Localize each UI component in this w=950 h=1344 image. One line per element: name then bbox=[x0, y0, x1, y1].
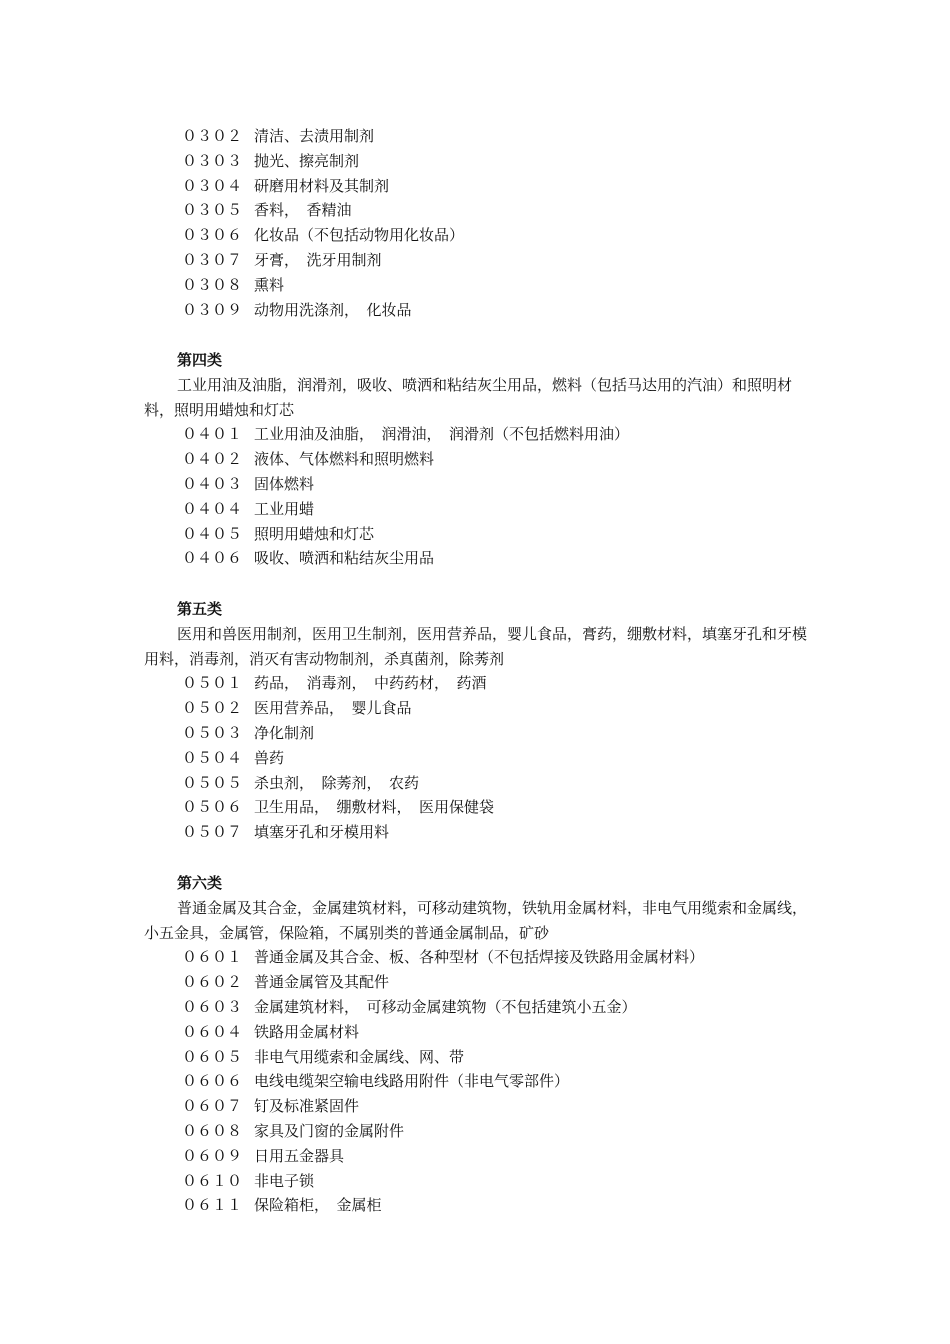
section-class-3-continued bbox=[0, 124, 950, 322]
list-item bbox=[0, 174, 950, 199]
item-code: ０３０８ bbox=[182, 275, 243, 294]
section-description: 工业用油及油脂，润滑剂，吸收、喷洒和粘结灰尘用品，燃料（包括马达用的汽油）和照明材料，照明用蜡烛和灯芯 bbox=[144, 375, 793, 419]
list-item bbox=[0, 696, 950, 721]
item-code: ０４０６ bbox=[182, 549, 243, 568]
item-code: ０６０４ bbox=[182, 1022, 243, 1041]
item-code: ０６０２ bbox=[182, 973, 243, 992]
list-item bbox=[0, 995, 950, 1020]
item-code: ０３０７ bbox=[182, 250, 243, 269]
section-heading: 第五类 bbox=[177, 600, 223, 618]
list-item bbox=[0, 820, 950, 845]
item-label: 液体、气体燃料和照明燃料 bbox=[254, 450, 435, 469]
list-item bbox=[0, 1169, 950, 1194]
list-item bbox=[0, 945, 950, 970]
item-code: ０５０３ bbox=[182, 723, 243, 742]
item-label: 工业用油及油脂， 润滑油， 润滑剂（不包括燃料用油） bbox=[254, 425, 630, 444]
item-label: 电线电缆架空输电线路用附件（非电气零部件） bbox=[254, 1072, 570, 1091]
list-item bbox=[0, 970, 950, 995]
item-code: ０６０１ bbox=[182, 948, 243, 967]
list-item bbox=[0, 522, 950, 547]
item-code: ０６０７ bbox=[182, 1097, 243, 1116]
list-item bbox=[0, 198, 950, 223]
list-item bbox=[0, 1020, 950, 1045]
list-item bbox=[0, 1193, 950, 1218]
item-label: 非电气用缆索和金属线、网、带 bbox=[254, 1047, 465, 1066]
section-heading: 第四类 bbox=[177, 351, 223, 369]
section-description: 医用和兽医用制剂，医用卫生制剂，医用营养品，婴儿食品，膏药，绷敷材料，填塞牙孔和牙模用料，消毒剂，消灭有害动物制剂，杀真菌剂，除莠剂 bbox=[144, 624, 808, 668]
list-item bbox=[0, 1094, 950, 1119]
item-label: 牙膏， 洗牙用制剂 bbox=[254, 250, 382, 269]
item-label: 卫生用品， 绷敷材料， 医用保健袋 bbox=[254, 798, 495, 817]
item-label: 香料， 香精油 bbox=[254, 201, 352, 220]
item-label: 医用营养品， 婴儿食品 bbox=[254, 699, 412, 718]
list-item bbox=[0, 546, 950, 571]
item-label: 填塞牙孔和牙模用料 bbox=[254, 823, 390, 842]
item-code: ０６０６ bbox=[182, 1072, 243, 1091]
item-label: 兽药 bbox=[254, 748, 285, 767]
list-item bbox=[0, 273, 950, 298]
item-label: 抛光、擦亮制剂 bbox=[254, 151, 360, 170]
section-description: 普通金属及其合金，金属建筑材料，可移动建筑物，铁轨用金属材料，非电气用缆索和金属线，小五金具，金属管，保险箱，不属别类的普通金属制品，矿砂 bbox=[144, 898, 808, 942]
item-label: 家具及门窗的金属附件 bbox=[254, 1121, 405, 1140]
item-label: 杀虫剂， 除莠剂， 农药 bbox=[254, 773, 420, 792]
item-label: 金属建筑材料， 可移动金属建筑物（不包括建筑小五金） bbox=[254, 997, 637, 1016]
item-code: ０６１０ bbox=[182, 1171, 243, 1190]
item-code: ０４０２ bbox=[182, 450, 243, 469]
item-code: ０３０６ bbox=[182, 226, 243, 245]
list-item bbox=[0, 795, 950, 820]
item-code: ０３０５ bbox=[182, 201, 243, 220]
item-code: ０３０２ bbox=[182, 127, 243, 145]
item-label: 研磨用材料及其制剂 bbox=[254, 176, 390, 195]
list-item bbox=[0, 124, 950, 149]
item-code: ０５０４ bbox=[182, 748, 243, 767]
item-code: ０６０９ bbox=[182, 1146, 243, 1165]
item-code: ０４０５ bbox=[182, 524, 243, 543]
list-item bbox=[0, 746, 950, 771]
list-item bbox=[0, 671, 950, 696]
item-label: 吸收、喷洒和粘结灰尘用品 bbox=[254, 549, 435, 568]
list-item bbox=[0, 497, 950, 522]
item-code: ０３０４ bbox=[182, 176, 243, 195]
list-item bbox=[0, 1045, 950, 1070]
item-label: 照明用蜡烛和灯芯 bbox=[254, 524, 375, 543]
item-code: ０３０９ bbox=[182, 300, 243, 319]
list-item bbox=[0, 472, 950, 497]
section-heading: 第六类 bbox=[177, 874, 223, 892]
item-label: 清洁、去渍用制剂 bbox=[254, 127, 375, 145]
item-label: 净化制剂 bbox=[254, 723, 315, 742]
list-item bbox=[0, 771, 950, 796]
list-item bbox=[0, 1144, 950, 1169]
item-label: 药品， 消毒剂， 中药药材， 药酒 bbox=[254, 674, 487, 693]
item-label: 熏料 bbox=[254, 275, 285, 294]
item-label: 普通金属及其合金、板、各种型材（不包括焊接及铁路用金属材料） bbox=[254, 948, 705, 967]
item-label: 固体燃料 bbox=[254, 474, 315, 493]
list-item bbox=[0, 1069, 950, 1094]
item-code: ０５０５ bbox=[182, 773, 243, 792]
item-code: ０６１１ bbox=[182, 1196, 243, 1215]
item-code: ０４０３ bbox=[182, 474, 243, 493]
item-code: ０４０４ bbox=[182, 499, 243, 518]
list-item bbox=[0, 721, 950, 746]
item-label: 动物用洗涤剂， 化妆品 bbox=[254, 300, 412, 319]
item-label: 保险箱柜， 金属柜 bbox=[254, 1196, 382, 1215]
item-code: ０３０３ bbox=[182, 151, 243, 170]
item-label: 铁路用金属材料 bbox=[254, 1022, 360, 1041]
item-code: ０６０３ bbox=[182, 997, 243, 1016]
item-code: ０５０２ bbox=[182, 699, 243, 718]
list-item bbox=[0, 422, 950, 447]
item-label: 钉及标准紧固件 bbox=[254, 1097, 360, 1116]
section-class-5 bbox=[0, 597, 950, 845]
list-item bbox=[0, 298, 950, 323]
list-item bbox=[0, 223, 950, 248]
item-code: ０５０７ bbox=[182, 823, 243, 842]
section-class-6 bbox=[0, 871, 950, 1218]
list-item bbox=[0, 149, 950, 174]
list-item bbox=[0, 248, 950, 273]
item-code: ０４０１ bbox=[182, 425, 243, 444]
item-label: 非电子锁 bbox=[254, 1171, 315, 1190]
item-code: ０６０５ bbox=[182, 1047, 243, 1066]
item-label: 化妆品（不包括动物用化妆品） bbox=[254, 226, 465, 245]
item-code: ０５０６ bbox=[182, 798, 243, 817]
item-label: 普通金属管及其配件 bbox=[254, 973, 390, 992]
item-label: 工业用蜡 bbox=[254, 499, 315, 518]
list-item bbox=[0, 447, 950, 472]
item-code: ０６０８ bbox=[182, 1121, 243, 1140]
section-class-4 bbox=[0, 348, 950, 571]
item-label: 日用五金器具 bbox=[254, 1146, 345, 1165]
item-code: ０５０１ bbox=[182, 674, 243, 693]
list-item bbox=[0, 1119, 950, 1144]
